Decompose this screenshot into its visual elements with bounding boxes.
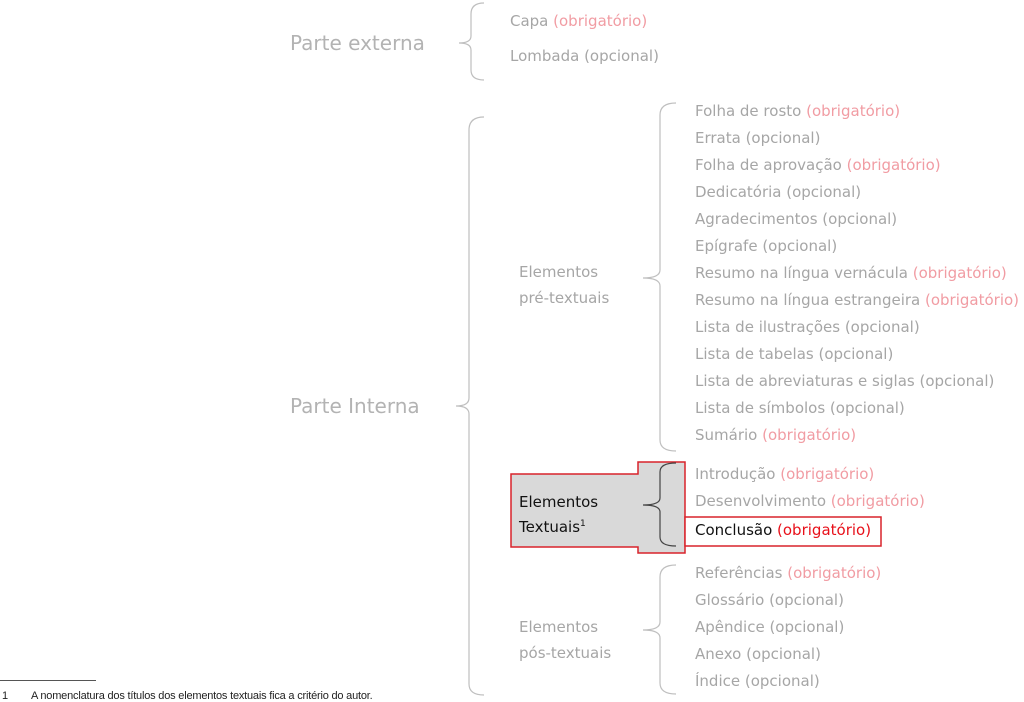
item-label: Apêndice (opcional) <box>695 618 845 636</box>
item-label: Glossário (opcional) <box>695 591 844 609</box>
pre-item <box>695 131 820 146</box>
item-status: (obrigatório) <box>780 465 875 483</box>
textual-item <box>695 494 925 509</box>
item-label: Folha de rosto <box>695 102 807 120</box>
inner-brace <box>456 117 484 695</box>
item-label: Sumário <box>695 426 763 444</box>
item-label: Resumo na língua vernácula <box>695 264 913 282</box>
pre-item <box>695 401 905 416</box>
item-label: Referências <box>695 564 788 582</box>
item-status: (obrigatório) <box>830 492 925 510</box>
item-status: (obrigatório) <box>846 156 941 174</box>
item-label: Conclusão <box>695 521 778 539</box>
pre-item <box>695 293 1019 308</box>
outer-item-spine <box>510 49 659 64</box>
post-brace <box>643 565 676 694</box>
pre-brace <box>643 103 676 451</box>
textual-item <box>695 467 874 482</box>
pre-title-line1: Elementos <box>519 263 599 281</box>
footnote-rule <box>0 680 96 681</box>
textual-item-conclusion <box>695 523 871 538</box>
item-status: (obrigatório) <box>777 521 872 539</box>
pre-item <box>695 239 837 254</box>
item-status: (obrigatório) <box>553 12 648 30</box>
pre-item <box>695 428 856 443</box>
item-label: Errata (opcional) <box>695 129 821 147</box>
textual-title-line1: Elementos <box>519 493 599 511</box>
item-label: Lombada (opcional) <box>510 47 659 65</box>
post-title-line2: pós-textuais <box>519 644 612 662</box>
footnote-mark: 1 <box>2 690 8 702</box>
post-item <box>695 620 844 635</box>
post-title <box>519 614 611 666</box>
pre-item <box>695 104 900 119</box>
pre-item <box>695 374 994 389</box>
item-status: (obrigatório) <box>912 264 1007 282</box>
textual-title <box>519 491 598 538</box>
inner-title: Parte Interna <box>290 394 420 418</box>
outer-item-cover <box>510 14 647 29</box>
item-label: Lista de símbolos (opcional) <box>695 399 905 417</box>
item-label: Introdução <box>695 465 781 483</box>
textual-title-line2-wrap <box>519 513 598 538</box>
post-item <box>695 593 844 608</box>
item-label: Índice (opcional) <box>695 672 820 690</box>
item-status: (obrigatório) <box>806 102 901 120</box>
pre-item <box>695 266 1007 281</box>
post-item <box>695 674 820 689</box>
post-title-line1: Elementos <box>519 618 599 636</box>
item-label: Lista de abreviaturas e siglas (opcional) <box>695 372 995 390</box>
textual-footnote-mark: 1 <box>580 519 586 529</box>
pre-title-line2: pré-textuais <box>519 289 610 307</box>
pre-item <box>695 347 893 362</box>
item-label: Dedicatória (opcional) <box>695 183 862 201</box>
item-status: (obrigatório) <box>762 426 857 444</box>
item-status: (obrigatório) <box>925 291 1020 309</box>
footnote-text: A nomenclatura dos títulos dos elementos textuais fica a critério do autor. <box>31 690 373 702</box>
textual-title-line2: Textuais <box>519 518 581 536</box>
pre-item <box>695 320 920 335</box>
item-label: Folha de aprovação <box>695 156 847 174</box>
pre-item <box>695 158 941 173</box>
item-label: Desenvolvimento <box>695 492 831 510</box>
outer-brace <box>459 3 484 80</box>
item-label: Lista de tabelas (opcional) <box>695 345 894 363</box>
item-label: Epígrafe (opcional) <box>695 237 838 255</box>
item-label: Anexo (opcional) <box>695 645 821 663</box>
pre-title <box>519 259 609 311</box>
textual-brace <box>643 463 676 546</box>
outer-title: Parte externa <box>290 31 425 55</box>
pre-item <box>695 212 897 227</box>
item-label: Capa <box>510 12 554 30</box>
item-label: Resumo na língua estrangeira <box>695 291 925 309</box>
item-label: Lista de ilustrações (opcional) <box>695 318 920 336</box>
item-status: (obrigatório) <box>787 564 882 582</box>
post-item <box>695 647 821 662</box>
pre-item <box>695 185 861 200</box>
post-item <box>695 566 881 581</box>
item-label: Agradecimentos (opcional) <box>695 210 898 228</box>
